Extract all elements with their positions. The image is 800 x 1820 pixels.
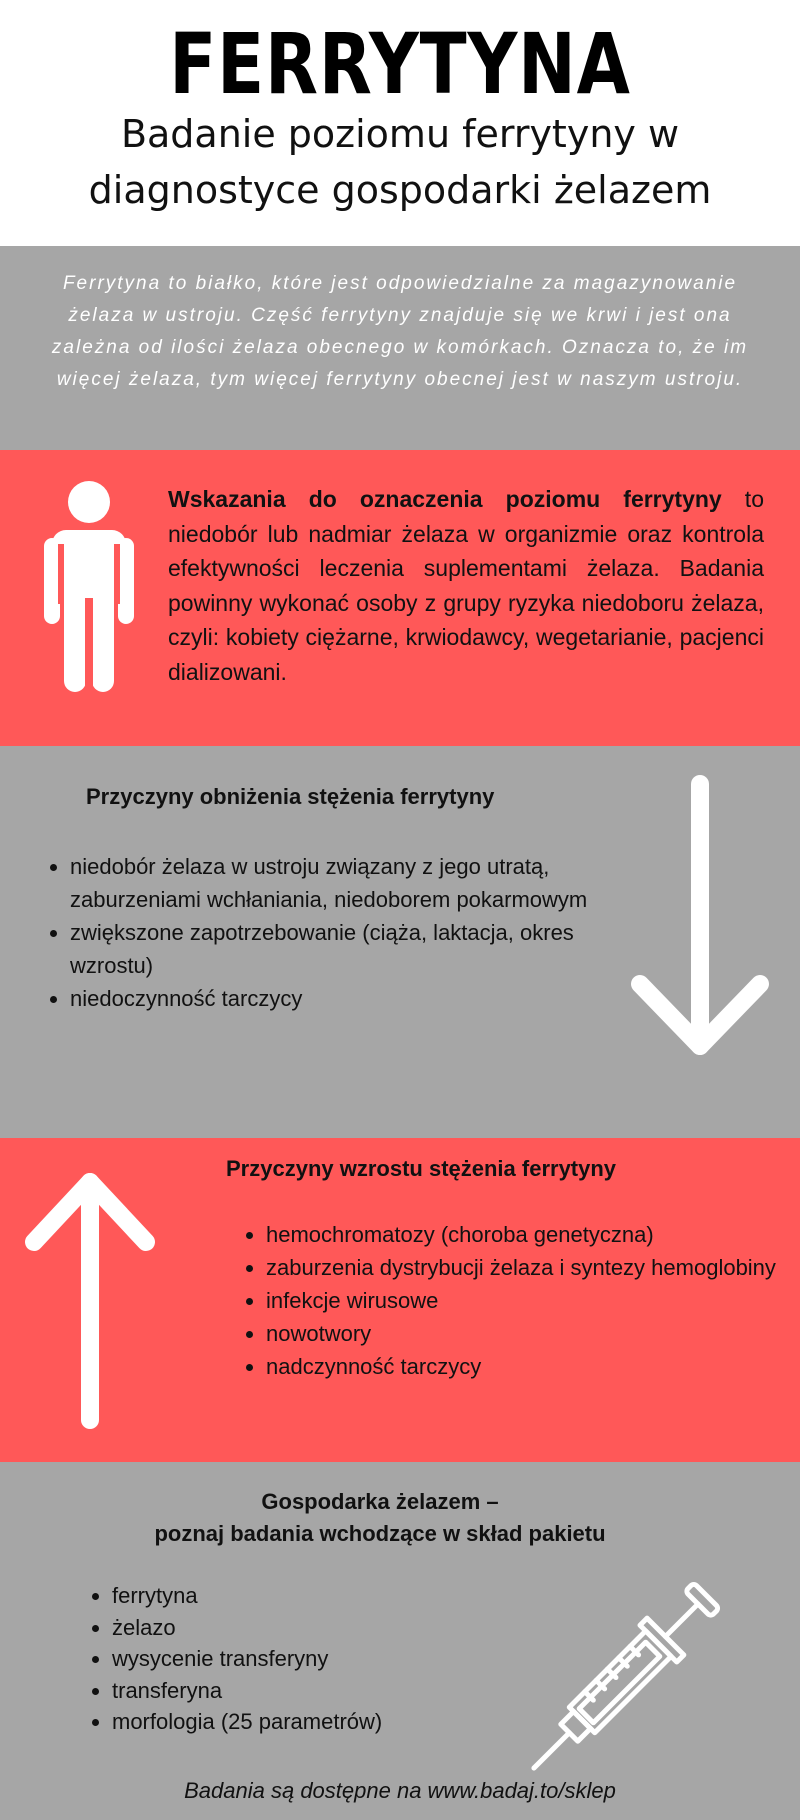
list-item: • niedobór żelaza w ustroju związany z jego utratą, zaburzeniami wchłaniania, niedoborem pokarmowym	[70, 850, 630, 916]
list-item: • transferyna	[112, 1675, 532, 1707]
list-item: • niedoczynność tarczycy	[70, 982, 630, 1015]
indications-rest: to niedobór lub nadmiar żelaza w organizmie oraz kontrola efektywności leczenia suplementami żelaza. Badania powinny wykonać osoby z grupy ryzyka niedoboru żelaza, czyli: kobiety ciężarne, krwiodawcy, wegetarianie, pacjenci dializowani.	[168, 486, 764, 685]
package-heading-line1: Gospodarka żelazem –	[261, 1489, 499, 1514]
increase-section	[0, 1138, 800, 1462]
list-item: • morfologia (25 parametrów)	[112, 1706, 532, 1738]
list-item: • zwiększone zapotrzebowanie (ciąża, laktacja, okres wzrostu)	[70, 916, 630, 982]
list-item: • infekcje wirusowe	[266, 1284, 786, 1317]
package-section	[0, 1462, 800, 1820]
page-subtitle: Badanie poziomu ferrytyny w diagnostyce gospodarki żelazem	[88, 112, 712, 212]
increase-list	[238, 1218, 786, 1383]
list-item: • nadczynność tarczycy	[266, 1350, 786, 1383]
increase-heading: Przyczyny wzrostu stężenia ferrytyny	[226, 1156, 617, 1181]
arrow-down-icon	[630, 774, 770, 1074]
list-item: • wysycenie transferyny	[112, 1643, 532, 1675]
indications-text	[168, 482, 764, 689]
intro-text: Ferrytyna to białko, które jest odpowiedzialne za magazynowanie żelaza w ustroju. Część ferrytyny znajduje się we krwi i jest ona zależna od ilości żelaza obecnego w komórkach. Oznacza to, że im więcej żelaza, tym więcej ferrytyny obecnej jest w naszym ustroju.	[51, 273, 749, 390]
indications-bold: Wskazania do oznaczenia poziomu ferrytyny	[168, 486, 722, 512]
intro-section	[0, 246, 800, 450]
decrease-section	[0, 746, 800, 1138]
header-section	[0, 0, 800, 246]
footer-text: Badania są dostępne na www.badaj.to/sklep	[184, 1778, 616, 1803]
package-heading	[80, 1486, 680, 1550]
person-icon	[44, 480, 134, 692]
page-title: FERRYTYNA	[169, 15, 631, 113]
list-item: • hemochromatozy (choroba genetyczna)	[266, 1218, 786, 1251]
decrease-list	[42, 850, 630, 1015]
package-heading-line2: poznaj badania wchodzące w skład pakietu	[154, 1521, 606, 1546]
list-item: • zaburzenia dystrybucji żelaza i syntezy hemoglobiny	[266, 1251, 786, 1284]
indications-section	[0, 450, 800, 746]
list-item: • żelazo	[112, 1612, 532, 1644]
arrow-up-icon	[20, 1164, 160, 1434]
list-item: • ferrytyna	[112, 1580, 532, 1612]
syringe-icon	[520, 1542, 760, 1782]
decrease-heading: Przyczyny obniżenia stężenia ferrytyny	[86, 784, 495, 809]
list-item: • nowotwory	[266, 1317, 786, 1350]
package-list	[84, 1580, 532, 1738]
